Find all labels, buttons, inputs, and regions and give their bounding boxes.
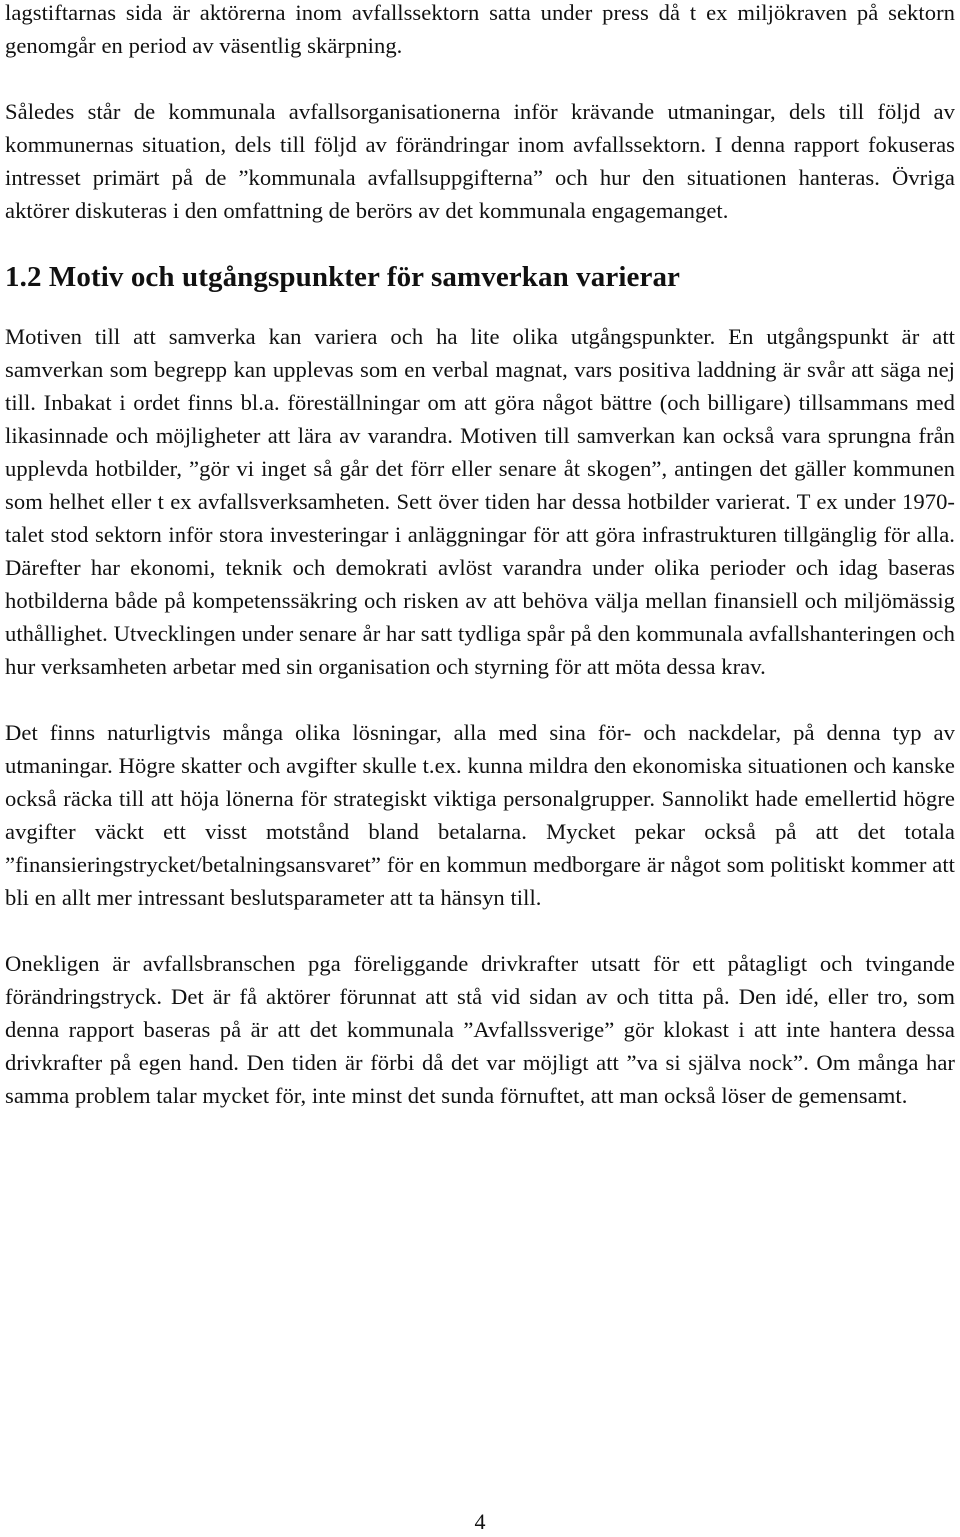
document-page: [5, 0, 955, 1112]
paragraph-conclusion: Onekligen är avfallsbranschen pga föreliggande drivkrafter utsatt för ett påtagligt och tvingande förändringstryck. Det är få aktörer förunnat att stå vid sidan av och titta på. Den idé, eller tro, som denna rapport baseras på är att det kommunala ”Avfallssverige” gör klokast i att inte hantera dessa drivkrafter på egen hand. Den tiden är förbi då det var möjligt att ”va si själva nock”. Om många har samma problem talar mycket för, inte minst det sunda förnuftet, att man också löser de gemensamt.: [5, 951, 955, 1108]
paragraph-motives: Motiven till att samverka kan variera och ha lite olika utgångspunkter. En utgångspunkt är att samverkan som begrepp kan upplevas som en verbal magnat, vars positiva laddning är svår att säga nej till. Inbakat i ordet finns bl.a. föreställningar om att göra något bättre (och billigare) tillsammans med likasinnade och möjligheter att lära av varandra. Motiven till samverkan kan också vara sprungna från upplevda hotbilder, ”gör vi inget så går det förr eller senare åt skogen”, antingen det gäller kommunen som helhet eller t ex avfallsverksamheten. Sett över tiden har dessa hotbilder varierat. T ex under 1970-talet stod sektorn inför stora investeringar i anläggningar för att göra infrastrukturen tillgänglig för alla. Därefter har ekonomi, teknik och demokrati avlöst varandra under olika perioder och idag baseras hotbilderna både på kompetenssäkring och risken av att behöva välja mellan finansiell och miljömässig uthållighet. Utvecklingen under senare år har satt tydliga spår på den kommunala avfallshanteringen och hur verksamheten arbetar med sin organisation och styrning för att möta dessa krav.: [5, 324, 955, 679]
section-heading: 1.2 Motiv och utgångspunkter för samverkan varierar: [5, 261, 681, 293]
paragraph-intro: lagstiftarnas sida är aktörerna inom avfallssektorn satta under press då t ex miljökraven på sektorn genomgår en period av väsentlig skärpning.: [5, 0, 955, 58]
page-number: 4: [474, 1509, 486, 1534]
paragraph-solutions: Det finns naturligtvis många olika lösningar, alla med sina för- och nackdelar, på denna typ av utmaningar. Högre skatter och avgifter skulle t.ex. kunna mildra den ekonomiska situationen och kanske också räcka till att höja lönerna för strategiskt viktiga personalgrupper. Sannolikt hade emellertid högre avgifter väckt ett visst motstånd bland betalarna. Mycket pekar också på att det totala ”finansieringstrycket/betalningsansvaret” för en kommun medborgare är något som politiskt kommer att bli en allt mer intressant beslutsparameter att ta hänsyn till.: [5, 720, 955, 910]
paragraph-challenges: Således står de kommunala avfallsorganisationerna inför krävande utmaningar, dels till följd av kommunernas situation, dels till följd av förändringar inom avfallssektorn. I denna rapport fokuseras intresset primärt på de ”kommunala avfallsuppgifterna” och hur den situationen hanteras. Övriga aktörer diskuteras i den omfattning de berörs av det kommunala engagemanget.: [5, 99, 955, 223]
